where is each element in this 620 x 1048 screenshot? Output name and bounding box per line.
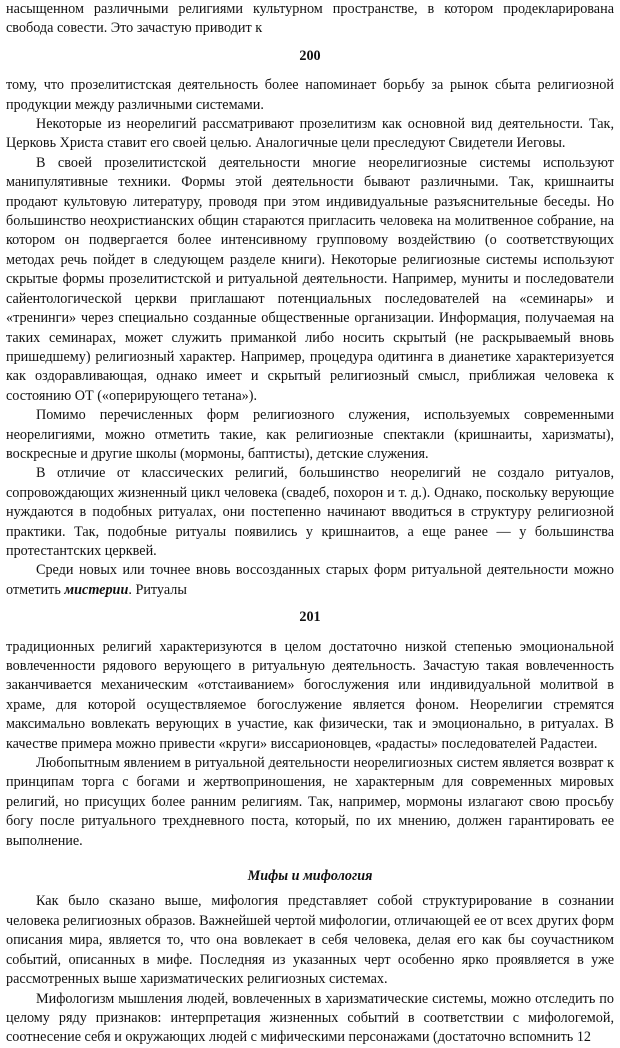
paragraph-text: Среди новых или точнее вновь воссозданных старых форм ритуальной деятельности можно отметить (6, 562, 614, 598)
paragraph: Любопытным явлением в ритуальной деятельности неорелигиозных систем является возврат к принципам торга с богами и жертвоприношения, не характерным для современных мировых религий, но присущих более ранним религиям. Так, например, мормоны излагают свою просьбу богу после ритуального трехдневного поста, который, по их мнению, должен гарантировать ее выполнение. (6, 755, 614, 849)
paragraph-text: . Ритуалы (128, 581, 187, 598)
section-heading: Мифы и мифология (247, 868, 373, 885)
document-page (6, 0, 614, 1048)
paragraph: В отличие от классических религий, большинство неорелигий не создало ритуалов, сопровождающих жизненный цикл человека (свадеб, похорон и т. д.). Однако, поскольку верующие нуждаются в подобных ритуалах, они постепенно начинают вводиться в структуру религиозной практики. Так, подобные ритуалы появились у кришнаитов, а еще ранее — у большинства протестантских церквей. (6, 465, 614, 559)
paragraph: Некоторые из неорелигий рассматривают прозелитизм как основной вид деятельности. Так, Церковь Христа ставит его своей целью. Аналогичные цели преследуют Свидетели Иеговы. (6, 116, 614, 152)
paragraph: тому, что прозелитистская деятельность более напоминает борьбу за рынок сбыта религиозной продукции между различными системами. (6, 77, 614, 113)
page-number: 200 (299, 47, 321, 64)
paragraph: насыщенном различными религиями культурном пространстве, в котором продекларирована свобода совести. Это зачастую приводит к (6, 1, 614, 37)
paragraph: Как было сказано выше, мифология представляет собой структурирование в сознании человека религиозных образов. Важнейшей чертой мифологии, отличающей ее от всех других форм описания мира, является то, что она вовлекает в себя человека, делая его как бы соучастником событий, описанных в мифе. Последняя из указанных черт особенно ярко проявляется в уже рассмотренных выше харизматических религиозных системах. (6, 893, 614, 988)
page-number: 201 (299, 609, 321, 626)
paragraph (6, 561, 614, 600)
paragraph: Мифологизм мышления людей, вовлеченных в харизматические системы, можно отследить по целому ряду признаков: интерпретация жизненных событий в соответствии с мифологемой, соотнесение себя и окружающих людей с мифическими персонажами (достаточно вспомнить 12 (6, 990, 614, 1046)
paragraph: В своей прозелитистской деятельности многие неорелигиозные системы используют манипулятивные техники. Формы этой деятельности бывают различными. Так, кришнаиты продают культовую литературу, проводя при этом индивидуальные разъяснительные беседы. Но большинство неохристианских общин стараются пригласить человека на молитвенное собрание, на котором он подвергается более интенсивному групповому воздействию (о соответствующих методах речь пойдет в следующем разделе книги). Некоторые религиозные системы используют скрытые формы прозелитистской и ритуальной деятельности. Например, муниты и последователи сайентологической церкви приглашают потенциальных последователей на «семинары» и «тренинги» через специально созданные общественные организации. Информация, получаемая на таких семинарах, может служить приманкой либо носить скрытый (не раскрываемый вновь пришедшему) религиозный характер. Например, процедура одитинга в дианетике характеризуется как оздоравливающая, однако имеет и скрытый религиозный смысл, приближая человека к состоянию ОТ («оперирующего тетана»). (6, 154, 614, 404)
emphasized-term: мистерии (64, 581, 129, 598)
paragraph: традиционных религий характеризуются в целом достаточно низкой степенью эмоциональной вовлеченности рядового верующего в ритуальную деятельность. Зачастую такая вовлеченность заканчивается механическим «отстаиванием» богослужения или индивидуальной молитвой в храме, для которой осуществляемое богослужение является фоном. Неорелигии стремятся максимально вовлекать верующих в участие, как физически, так и эмоционально, в ритуалах. В качестве примера можно привести «круги» виссарионовцев, «радасты» последователей Радастеи. (6, 638, 614, 752)
paragraph: Помимо перечисленных форм религиозного служения, используемых современными неорелигиями, можно отметить такие, как религиозные спектакли (кришнаиты, харизматы), воскресные и другие школы (мормоны, баптисты), детские служения. (6, 407, 614, 462)
